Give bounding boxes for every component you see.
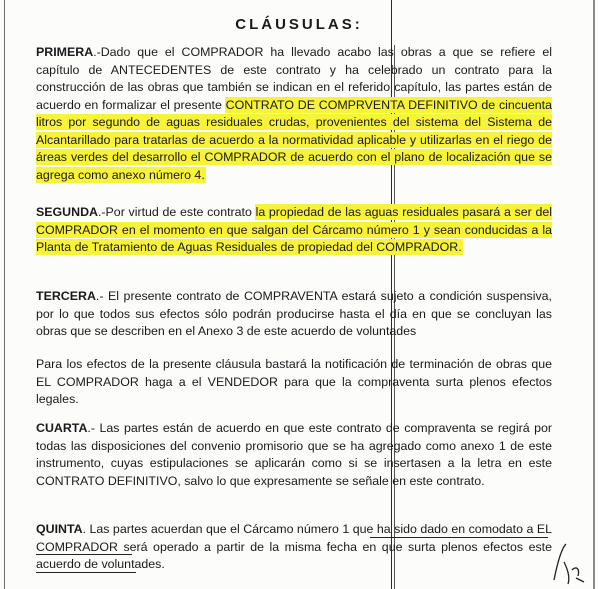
- clause-text: Para los efectos de la presente cláusula bastará la notificación de terminación de obras que EL COMPRADOR haga a el VENDEDOR para que la compraventa surta plenos efectos legales.: [36, 357, 552, 406]
- handwritten-underline: [370, 537, 548, 538]
- clause-label: CUARTA: [36, 421, 88, 435]
- clause-tercera: [36, 288, 552, 341]
- highlighted-text: CONTRATO DE COMPRVENTA DEFINITIVO de cincuenta litros por segundo de aguas residuales crudas, provenientes del sistema del Sistema de Alcantarillado para tratarlas de acuerdo a la normatividad aplicable y utilizarlas en el riego de áreas verdes del desarrollo el COMPRADOR de acuerdo con el plano de localización que se agrega como anexo número 4.: [36, 97, 552, 182]
- page-right-edge: [593, 0, 595, 589]
- clause-label: TERCERA: [36, 289, 96, 303]
- clause-text: .- El presente contrato de COMPRAVENTA estará sujeto a condición suspensiva, por lo que todos sus efectos sólo podrán producirse hasta el día en que se concluyan las obras que se describen en el Anexo 3 de este acuerdo de voluntades: [36, 289, 552, 338]
- handwritten-underline: [36, 572, 136, 573]
- clause-label: SEGUNDA: [36, 205, 98, 219]
- clause-tercera-note: [36, 356, 552, 409]
- clause-quinta: [36, 521, 552, 574]
- clause-text: .-Dado que el COMPRADOR ha llevado acabo las obras a que se refiere el capítulo de ANTECEDENTES de este contrato y ha celebrado un contrato para la construcción de las obras que también se indican en el referido capítulo, las partes están de acuerdo en formalizar el presente: [36, 45, 552, 112]
- handwritten-signature: [548, 540, 588, 586]
- highlighted-text: la propiedad de las aguas residuales pasará a ser del COMPRADOR en el momento en que salgan del Cárcamo número 1 y sean conducidas a la Planta de Tratamiento de Aguas Residuales de propiedad del COMPRADOR.: [36, 205, 552, 254]
- clause-text: .-Por virtud de este contrato: [97, 205, 256, 219]
- clause-text: . Las partes acuerdan que el Cárcamo número 1 que ha sido dado en comodato a EL COMPRADOR será operado a partir de la misma fecha en que surta plenos efectos este acuerdo de voluntades.: [36, 522, 552, 571]
- clause-primera: [36, 44, 552, 184]
- document-title: CLÁUSULAS:: [235, 16, 363, 33]
- clause-label: QUINTA: [36, 522, 83, 536]
- handwritten-underline: [36, 554, 132, 555]
- clause-segunda: [36, 204, 552, 257]
- clause-label: PRIMERA: [36, 45, 94, 59]
- page-left-edge: [4, 0, 5, 589]
- clause-text: .- Las partes están de acuerdo en que este contrato de compraventa se regirá por todas las disposiciones del convenio promisorio que se ha agregado como anexo 1 de este instrumento, cuyas estipulaciones se aplicarán como si se insertasen a la letra en este CONTRATO DEFINITIVO, salvo lo que expresamente se señale en este contrato.: [36, 421, 552, 488]
- clause-cuarta: [36, 420, 552, 490]
